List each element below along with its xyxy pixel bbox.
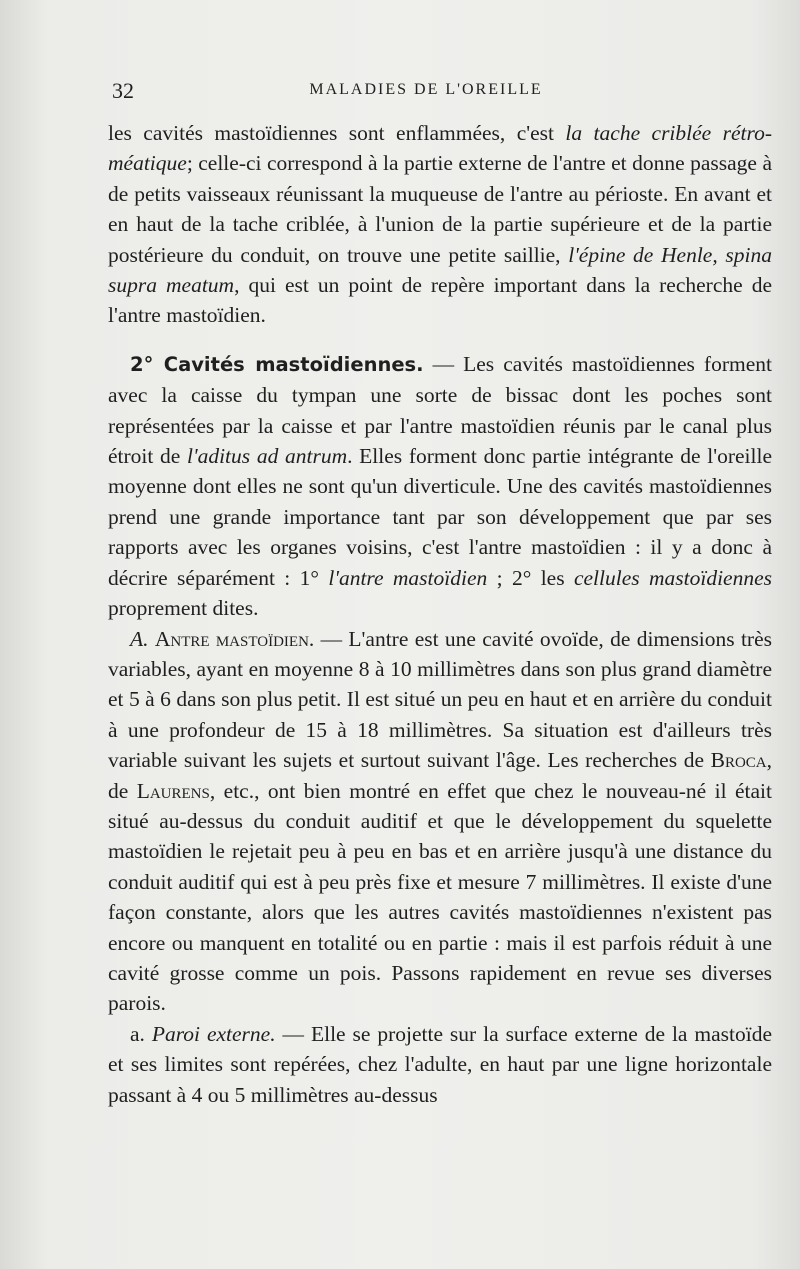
- text-run: — Elle se projette sur la surface externe de la mastoïde et ses limites sont repérées, chez l'adulte, en haut par une ligne horizontale passant à 4 ou 5 millimètres au-dessus: [108, 1021, 773, 1107]
- text-run: les cavités mastoïdiennes sont enflammées, c'est: [108, 121, 566, 145]
- italic-term: l'antre mastoïdien: [328, 565, 488, 590]
- text-run: . Elles forment donc partie intégrante de l'oreille moyenne dont elles ne sont qu'un diverticule. Une des cavités mastoïdiennes prend une grande importance tant par son développement que par ses rapports avec les organes voisins, c'est l'antre mastoïdien : il y a donc à décrire séparément : 1°: [108, 444, 772, 590]
- text-run: — Les cavités mastoïdiennes forment avec la caisse du tympan une sorte de bissac dont les poches sont représentées par la caisse et par l'antre mastoïdien réunis par le canal plus étroit de: [108, 351, 772, 469]
- text-run: proprement dites.: [108, 596, 259, 621]
- text-run: ; 2° les: [487, 565, 574, 590]
- paragraph-paroi-externe: [108, 1019, 772, 1110]
- text-run: , de: [108, 748, 772, 803]
- page-number: 32: [112, 78, 134, 103]
- subsection-letter: A.: [130, 626, 149, 651]
- italic-term: l'aditus ad antrum: [187, 444, 348, 469]
- section-heading: 2° Cavités mastoïdiennes.: [130, 352, 424, 376]
- paragraph-cavites-mastoidiennes: [108, 349, 772, 624]
- author-name: Broca: [710, 748, 767, 773]
- italic-term: l'épine de Henle, spina supra meatum: [108, 242, 772, 298]
- page-header: [112, 78, 770, 102]
- subsection-heading: Antre mastoïdien.: [154, 626, 315, 651]
- author-name: Laurens: [136, 778, 210, 803]
- running-title: MALADIES DE L'OREILLE: [309, 81, 543, 98]
- italic-term: la tache criblée rétro-méatique: [108, 121, 772, 176]
- italic-term: cellules mastoïdiennes: [573, 565, 773, 590]
- text-run: , etc., ont bien montré en effet que chez le nouveau-né il était situé au-dessus du conduit auditif et que le développement du squelette mastoïdien le rejetait peu à peu en bas et en arrière jusqu'à une distance du conduit auditif qui est à peu près fixe et mesure 7 millimètres. Il existe d'une façon constante, alors que les autres cavités mastoïdiennes n'existent pas encore ou manquent en totalité ou en partie : mais il est parfois réduit à une cavité grosse comme un pois. Passons rapidement en revue ses diverses parois.: [108, 778, 772, 1016]
- paragraph-antre-mastoidien: [108, 624, 772, 1019]
- text-run: ; celle-ci correspond à la partie externe de l'antre et donne passage à de petits vaisseaux réunissant la muqueuse de l'antre au périoste. En avant et en haut de la tache criblée, à l'union de la partie supérieure et de la partie postérieure du conduit, on trouve une petite saillie,: [108, 151, 772, 267]
- text-run: , qui est un point de repère important dans la recherche de l'antre mastoïdien.: [108, 273, 772, 328]
- subsection-heading: Paroi externe.: [151, 1021, 276, 1046]
- paragraph-tache-criblee: [108, 118, 772, 331]
- subsection-letter: a.: [130, 1021, 145, 1046]
- page-body: [108, 118, 772, 1110]
- text-run: — L'antre est une cavité ovoïde, de dimensions très variables, ayant en moyenne 8 à 10 millimètres dans son plus grand diamètre et 5 à 6 dans son plus petit. Il est situé un peu en haut et en arrière du conduit à une profondeur de 15 à 18 millimètres. Sa situation est d'ailleurs très variable suivant les sujets et surtout suivant l'âge. Les recherches de: [108, 626, 773, 773]
